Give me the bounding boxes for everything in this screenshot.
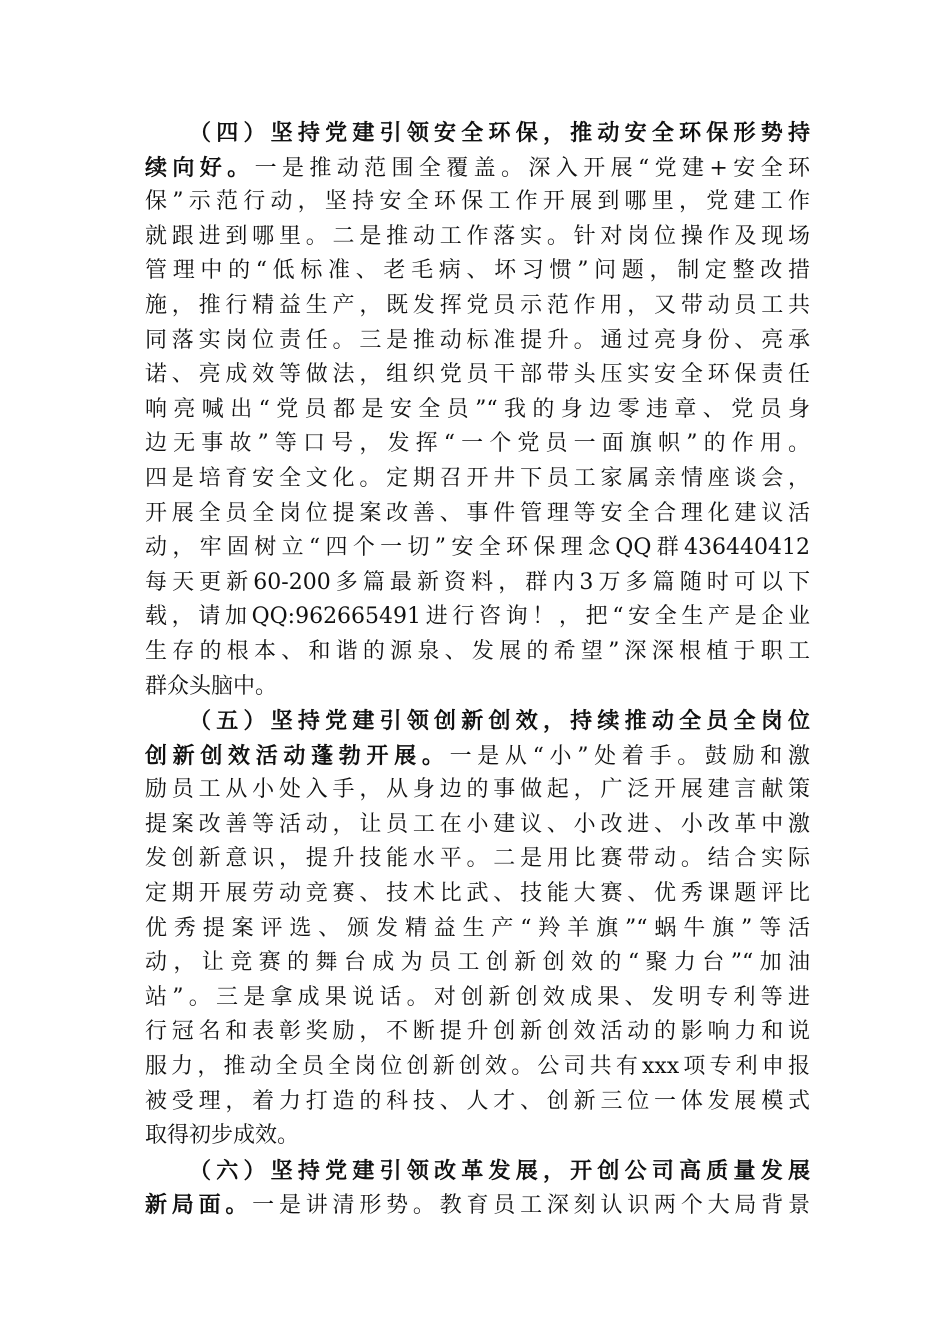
- body-text: 励员工从小处入手，从身边的事做起，广泛开展建言献策: [145, 777, 810, 803]
- text-line: [145, 877, 810, 912]
- text-line: [145, 289, 810, 324]
- text-line: [145, 220, 810, 255]
- text-line: [145, 427, 810, 462]
- body-text: 四是培育安全文化。定期召开井下员工家属亲情座谈会，: [145, 465, 810, 491]
- text-line: [145, 151, 810, 186]
- body-text: 站”。三是拿成果说话。对创新创效成果、发明专利等进: [145, 984, 810, 1010]
- body-text: 就跟进到哪里。二是推动工作落实。针对岗位操作及现场: [145, 223, 810, 249]
- text-line: [145, 566, 810, 601]
- text-line: [145, 981, 810, 1016]
- text-line: [145, 116, 810, 151]
- text-line: [145, 254, 810, 289]
- body-text: 服力，推动全员全岗位创新创效。公司共有xxx项专利申报: [145, 1054, 810, 1080]
- document-body: [145, 116, 810, 1223]
- text-line: [145, 393, 810, 428]
- heading-text: （四）坚持党建引领安全环保，推动安全环保形势持: [189, 120, 810, 146]
- body-text: 每天更新60-200多篇最新资料，群内3万多篇随时可以下: [145, 569, 810, 595]
- body-text: 开展全员全岗位提案改善、事件管理等安全合理化建议活: [145, 500, 810, 526]
- body-text: 发创新意识，提升技能水平。二是用比赛带动。结合实际: [145, 846, 810, 872]
- text-line: [145, 773, 810, 808]
- text-line: [145, 635, 810, 670]
- text-line: [145, 1188, 810, 1223]
- body-text: 诺、亮成效等做法，组织党员干部带头压实安全环保责任: [145, 362, 810, 388]
- text-line: [145, 1085, 810, 1120]
- body-text: 一是推动范围全覆盖。深入开展“党建+安全环: [254, 155, 810, 181]
- text-line: [145, 324, 810, 359]
- body-text: 群众头脑中。: [145, 673, 278, 699]
- body-text: 一是讲清形势。教育员工深刻认识两个大局背景: [252, 1193, 810, 1219]
- body-text: 被受理，着力打造的科技、人才、创新三位一体发展模式: [145, 1088, 810, 1114]
- text-line: [145, 497, 810, 532]
- text-line: [145, 670, 810, 705]
- heading-text: 续向好。: [145, 154, 255, 181]
- body-text: 定期开展劳动竞赛、技术比武、技能大赛、优秀课题评比: [145, 881, 810, 907]
- body-text: 动，牢固树立“四个一切”安全环保理念QQ群436440412: [145, 535, 810, 561]
- text-line: [145, 462, 810, 497]
- text-line: [145, 912, 810, 947]
- body-text: 动，让竞赛的舞台成为员工创新创效的“聚力台”“加油: [145, 950, 810, 976]
- body-text: 提案改善等活动，让员工在小建议、小改进、小改革中激: [145, 811, 810, 837]
- body-text: 边无事故”等口号，发挥“一个党员一面旗帜”的作用。: [145, 431, 810, 457]
- body-text: 响亮喊出“党员都是安全员”“我的身边零违章、党员身: [145, 396, 810, 422]
- body-text: 施，推行精益生产，既发挥党员示范作用，又带动员工共: [145, 292, 810, 318]
- text-line: [145, 842, 810, 877]
- body-text: 生存的根本、和谐的源泉、发展的希望”深深根植于职工: [145, 638, 810, 664]
- body-text: 保”示范行动，坚持安全环保工作开展到哪里，党建工作: [145, 189, 810, 215]
- text-line: [145, 1154, 810, 1189]
- text-line: [145, 739, 810, 774]
- body-text: 取得初步成效。: [145, 1123, 300, 1149]
- text-line: [145, 1119, 810, 1154]
- heading-text: （六）坚持党建引领改革发展，开创公司高质量发展: [189, 1157, 810, 1184]
- text-line: [145, 946, 810, 981]
- body-text: 一是从“小”处着手。鼓励和激: [449, 743, 810, 769]
- text-line: [145, 358, 810, 393]
- text-line: [145, 1050, 810, 1085]
- heading-text: 创新创效活动蓬勃开展。: [145, 742, 450, 769]
- text-line: [145, 600, 810, 635]
- body-text: 管理中的“低标准、老毛病、坏习惯”问题，制定整改措: [145, 258, 810, 284]
- text-line: [145, 185, 810, 220]
- body-text: 优秀提案评选、颁发精益生产“羚羊旗”“蜗牛旗”等活: [145, 915, 810, 941]
- body-text: 行冠名和表彰奖励，不断提升创新创效活动的影响力和说: [145, 1019, 810, 1045]
- body-text: 载，请加QQ:962665491进行咨询！，把“安全生产是企业: [145, 604, 810, 630]
- text-line: [145, 704, 810, 739]
- text-line: [145, 808, 810, 843]
- body-text: 同落实岗位责任。三是推动标准提升。通过亮身份、亮承: [145, 327, 810, 353]
- heading-text: （五）坚持党建引领创新创效，持续推动全员全岗位: [189, 708, 810, 735]
- heading-text: 新局面。: [145, 1192, 253, 1219]
- text-line: [145, 531, 810, 566]
- text-line: [145, 1015, 810, 1050]
